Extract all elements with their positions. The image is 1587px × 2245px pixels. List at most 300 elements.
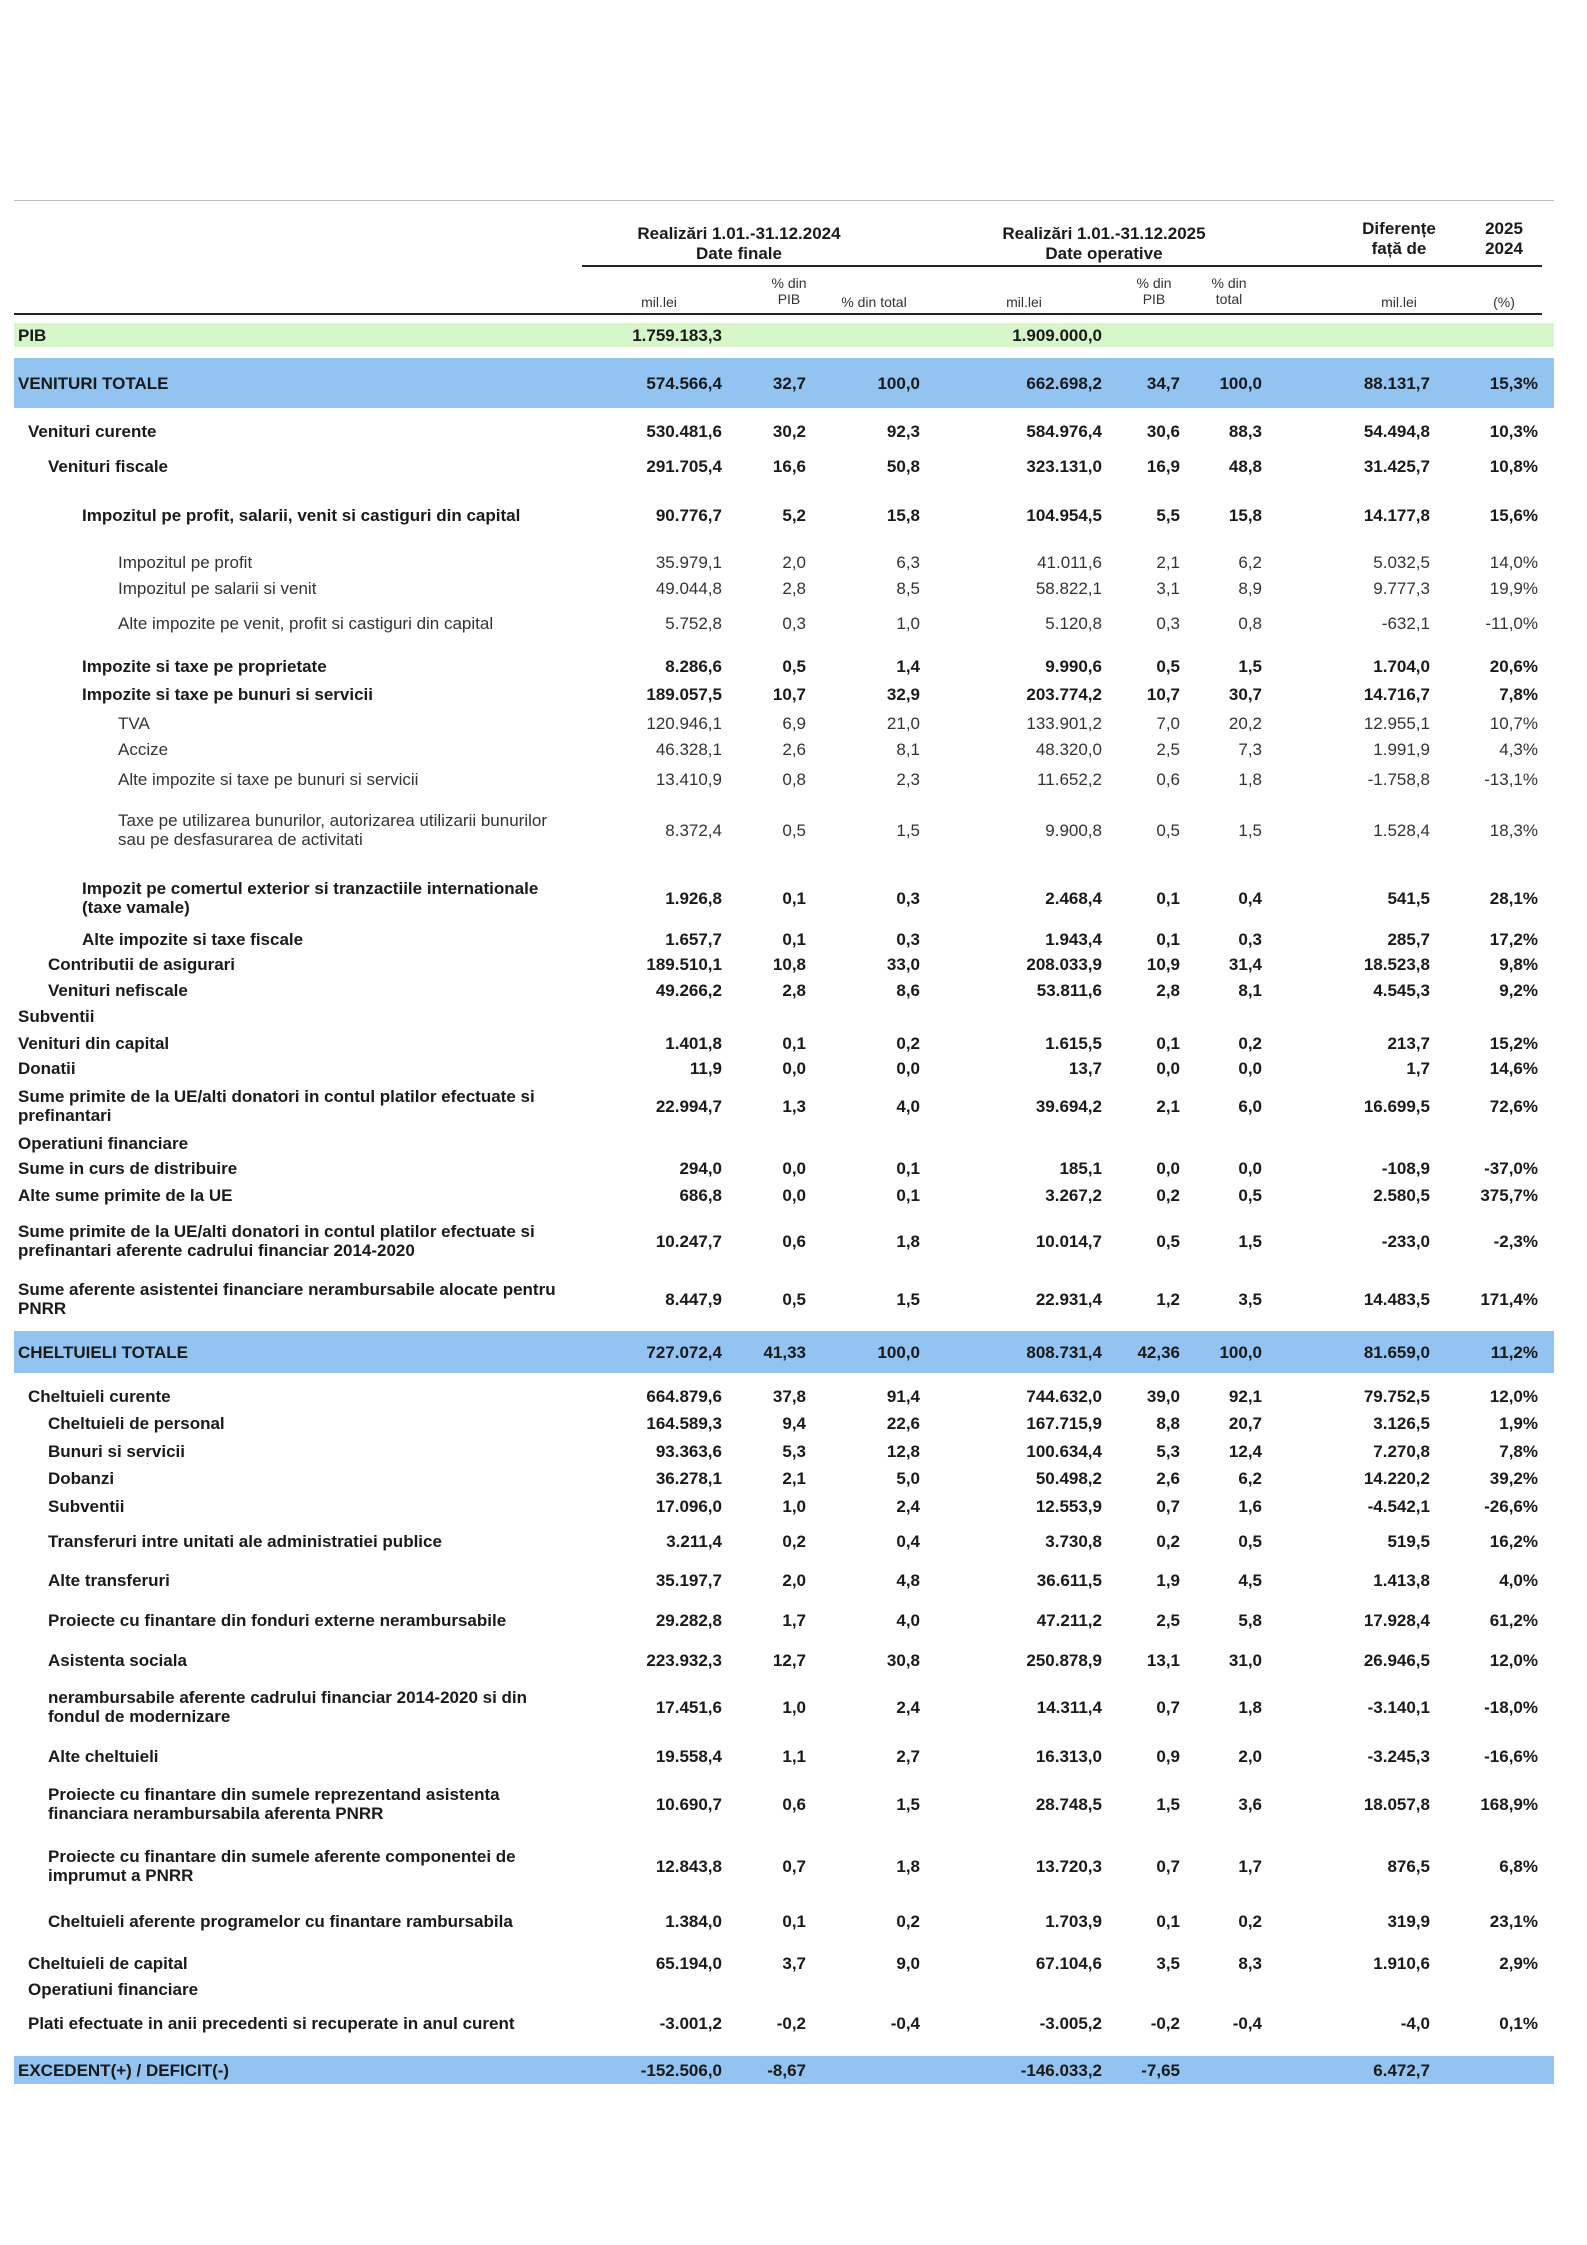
- cell-d: 22.931,4: [1035, 1290, 1102, 1309]
- cell-a: 1.657,7: [665, 930, 722, 949]
- table-row: [14, 1056, 1554, 1080]
- table-row: [14, 1439, 1554, 1463]
- cell-g: 541,5: [1387, 889, 1430, 908]
- cell-f: 88,3: [1228, 422, 1262, 441]
- row-label-text: Plati efectuate in anii precedenti si recuperate in anul curent: [28, 2013, 515, 2033]
- row-label: [82, 653, 578, 679]
- cell-c: 33,0: [886, 955, 920, 974]
- cell-e: 1,5: [1156, 1795, 1180, 1814]
- cell-b: 10,7: [772, 685, 806, 704]
- row-label: [82, 875, 578, 921]
- cell-h: -13,1%: [1484, 770, 1538, 789]
- cell-f: 6,2: [1238, 1469, 1262, 1488]
- cell-f: 0,3: [1238, 930, 1262, 949]
- cell-g: -3.140,1: [1367, 1698, 1430, 1717]
- row-label: [48, 1494, 578, 1518]
- cell-d: 14.311,4: [1036, 1698, 1102, 1717]
- row-label-text: Sume in curs de distribuire: [18, 1158, 238, 1178]
- row-label: [48, 1744, 578, 1768]
- cell-c: 9,0: [896, 1954, 920, 1973]
- cell-c: 1,0: [896, 614, 920, 633]
- cell-e: 2,5: [1156, 1611, 1180, 1630]
- cell-e: 1,2: [1156, 1290, 1180, 1309]
- cell-e: 42,36: [1137, 1343, 1180, 1362]
- cell-g: 3.126,5: [1373, 1414, 1430, 1433]
- cell-f: 0,5: [1238, 1186, 1262, 1205]
- cell-g: -4.542,1: [1367, 1497, 1430, 1516]
- cell-a: 49.044,8: [655, 579, 722, 598]
- cell-a: 10.247,7: [655, 1232, 722, 1251]
- row-label-text: Sume aferente asistentei financiare nerambursabile alocate pentru PNRR: [18, 1280, 556, 1318]
- cell-g: 88.131,7: [1363, 374, 1430, 393]
- cell-b: 1,0: [782, 1497, 806, 1516]
- table-row: [14, 737, 1554, 761]
- cell-d: 100.634,4: [1026, 1442, 1102, 1461]
- cell-a: 12.843,8: [655, 1857, 722, 1876]
- cell-f: -0,4: [1232, 2014, 1262, 2033]
- row-label-text: Alte impozite si taxe pe bunuri si servicii: [118, 769, 419, 789]
- cell-h: 375,7%: [1480, 1186, 1538, 1205]
- cell-e: 5,5: [1156, 506, 1180, 525]
- row-label-text: Sume primite de la UE/alti donatori in contul platilor efectuate si prefinantari aferente cadrului financiar 2014-2020: [18, 1222, 535, 1260]
- row-label-text: Proiecte cu finantare din fonduri externe nerambursabile: [48, 1610, 507, 1630]
- cell-c: 12,8: [886, 1442, 920, 1461]
- row-label: [118, 576, 578, 600]
- row-label: [48, 1466, 578, 1490]
- table-row: [14, 1771, 1554, 1837]
- cell-d: 58.822,1: [1035, 579, 1102, 598]
- cell-h: 6,8%: [1499, 1857, 1538, 1876]
- cell-e: 0,9: [1156, 1747, 1180, 1766]
- cell-a: 574.566,4: [646, 374, 722, 393]
- row-label: [28, 418, 578, 444]
- table-row: [14, 681, 1554, 707]
- cell-b: 2,8: [782, 981, 806, 1000]
- cell-a: 17.451,6: [655, 1698, 722, 1717]
- cell-d: 36.611,5: [1036, 1571, 1102, 1590]
- cell-h: 168,9%: [1480, 1795, 1538, 1814]
- cell-a: 5.752,8: [665, 614, 722, 633]
- cell-e: 0,2: [1156, 1532, 1180, 1551]
- cell-f: 20,7: [1228, 1414, 1262, 1433]
- cell-b: 16,6: [772, 457, 806, 476]
- cell-g: -1.758,8: [1367, 770, 1430, 789]
- cell-f: 0,4: [1238, 889, 1262, 908]
- cell-c: 1,5: [896, 1290, 920, 1309]
- table-row: [14, 550, 1554, 574]
- cell-f: 0,0: [1238, 1159, 1262, 1178]
- cell-h: 1,9%: [1499, 1414, 1538, 1433]
- cell-e: 16,9: [1146, 457, 1180, 476]
- cell-h: 15,3%: [1489, 374, 1538, 393]
- cell-h: -16,6%: [1484, 1747, 1538, 1766]
- table-row: [14, 1899, 1554, 1943]
- cell-g: -108,9: [1381, 1159, 1430, 1178]
- table-row: [14, 2056, 1554, 2084]
- cell-f: 100,0: [1219, 1343, 1262, 1362]
- cell-f: 15,8: [1228, 506, 1262, 525]
- pct-pib-2025-line1: % din: [1136, 275, 1172, 291]
- cell-a: 35.979,1: [655, 553, 722, 572]
- row-label: [28, 1951, 578, 1975]
- cell-e: 2,8: [1156, 981, 1180, 1000]
- cell-b: 2,6: [782, 740, 806, 759]
- row-label-text: TVA: [118, 713, 150, 733]
- table-row: [14, 711, 1554, 735]
- cell-g: 14.716,7: [1363, 685, 1430, 704]
- cell-h: 72,6%: [1489, 1097, 1538, 1116]
- cell-g: 26.946,5: [1363, 1651, 1430, 1670]
- table-row: [14, 1156, 1554, 1180]
- cell-d: 104.954,5: [1026, 506, 1102, 525]
- row-label: [118, 766, 578, 792]
- cell-b: 0,1: [782, 930, 806, 949]
- cell-a: 29.282,8: [655, 1611, 722, 1630]
- cell-b: 6,9: [782, 714, 806, 733]
- table-row: [14, 927, 1554, 951]
- cell-g: 14.220,2: [1363, 1469, 1430, 1488]
- table-row: [14, 1674, 1554, 1740]
- cell-b: 0,8: [782, 770, 806, 789]
- table-row: [14, 1131, 1554, 1155]
- cell-c: 0,3: [896, 889, 920, 908]
- cell-a: 1.401,8: [665, 1034, 722, 1053]
- cell-h: 12,0%: [1489, 1387, 1538, 1406]
- cell-f: 3,5: [1238, 1290, 1262, 1309]
- row-label-text: Bunuri si servicii: [48, 1441, 185, 1461]
- row-label: [82, 493, 578, 537]
- cell-e: 3,1: [1156, 579, 1180, 598]
- cell-a: 19.558,4: [655, 1747, 722, 1766]
- cell-e: 0,1: [1156, 1034, 1180, 1053]
- cell-g: -632,1: [1381, 614, 1430, 633]
- cell-d: 323.131,0: [1026, 457, 1102, 476]
- cell-d: 3.267,2: [1045, 1186, 1102, 1205]
- cell-a: 8.447,9: [665, 1290, 722, 1309]
- cell-c: 91,4: [886, 1387, 920, 1406]
- cell-f: 1,8: [1238, 1698, 1262, 1717]
- cell-a: 8.286,6: [665, 657, 722, 676]
- diff-title-line1: Diferențe: [1362, 219, 1436, 238]
- cell-g: 1.910,6: [1373, 1954, 1430, 1973]
- cell-d: 1.909.000,0: [1012, 326, 1102, 345]
- cell-c: 92,3: [886, 422, 920, 441]
- cell-d: 203.774,2: [1026, 685, 1102, 704]
- cell-e: 2,5: [1156, 740, 1180, 759]
- year-2024-label: 2024: [1485, 239, 1523, 258]
- cell-g: 14.177,8: [1363, 506, 1430, 525]
- period-2025-subtitle: Date operative: [1045, 244, 1163, 263]
- cell-a: 35.197,7: [655, 1571, 722, 1590]
- cell-h: 14,0%: [1489, 553, 1538, 572]
- table-row: [14, 358, 1554, 408]
- table-row: [14, 653, 1554, 679]
- row-label: [48, 1899, 578, 1943]
- cell-c: 100,0: [877, 1343, 920, 1362]
- cell-h: 15,6%: [1489, 506, 1538, 525]
- cell-a: 1.926,8: [665, 889, 722, 908]
- cell-b: 30,2: [772, 422, 806, 441]
- cell-g: 1.991,9: [1373, 740, 1430, 759]
- cell-h: 15,2%: [1489, 1034, 1538, 1053]
- cell-b: 5,2: [782, 506, 806, 525]
- cell-f: 1,8: [1238, 770, 1262, 789]
- cell-f: 92,1: [1228, 1387, 1262, 1406]
- cell-f: 6,0: [1238, 1097, 1262, 1116]
- cell-d: 11.652,2: [1037, 770, 1102, 789]
- row-label: [28, 2000, 578, 2046]
- pct-pib-2025-line2: PIB: [1142, 291, 1166, 307]
- cell-f: 6,2: [1238, 553, 1262, 572]
- cell-h: 20,6%: [1489, 657, 1538, 676]
- cell-g: 1,7: [1406, 1059, 1430, 1078]
- cell-d: 39.694,2: [1035, 1097, 1102, 1116]
- cell-f: 7,3: [1238, 740, 1262, 759]
- cell-h: 4,3%: [1499, 740, 1538, 759]
- cell-c: 0,4: [896, 1532, 920, 1551]
- top-divider: [14, 200, 1554, 201]
- cell-b: 0,1: [782, 1912, 806, 1931]
- cell-c: 0,2: [896, 1034, 920, 1053]
- cell-c: 0,2: [896, 1912, 920, 1931]
- cell-c: 2,7: [896, 1747, 920, 1766]
- cell-c: 0,0: [896, 1059, 920, 1078]
- cell-f: 0,2: [1238, 1034, 1262, 1053]
- cell-d: 10.014,7: [1035, 1232, 1102, 1251]
- row-label: [48, 1844, 578, 1888]
- cell-e: 2,6: [1156, 1469, 1180, 1488]
- cell-a: 11,9: [689, 1059, 722, 1078]
- cell-c: 8,5: [896, 579, 920, 598]
- row-label-text: Taxe pe utilizarea bunurilor, autorizarea utilizarii bunurilor sau pe desfasurarea de activitati: [118, 811, 548, 849]
- cell-d: 47.211,2: [1036, 1611, 1102, 1630]
- cell-h: 19,9%: [1489, 579, 1538, 598]
- table-row: [14, 1031, 1554, 1055]
- cell-d: 28.748,5: [1035, 1795, 1102, 1814]
- cell-g: 79.752,5: [1363, 1387, 1430, 1406]
- row-label-text: Venituri nefiscale: [48, 980, 188, 1000]
- cell-a: 120.946,1: [646, 714, 722, 733]
- cell-e: 0,7: [1156, 1497, 1180, 1516]
- cell-g: 2.580,5: [1373, 1186, 1430, 1205]
- cell-b: 5,3: [782, 1442, 806, 1461]
- cell-g: 4.545,3: [1373, 981, 1430, 1000]
- cell-g: 54.494,8: [1363, 422, 1430, 441]
- cell-e: 0,0: [1156, 1159, 1180, 1178]
- table-row: [14, 1208, 1554, 1274]
- cell-a: 189.057,5: [646, 685, 722, 704]
- cell-e: 10,9: [1146, 955, 1180, 974]
- cell-h: -18,0%: [1484, 1698, 1538, 1717]
- row-label: [48, 952, 578, 976]
- cell-h: -2,3%: [1493, 1232, 1538, 1251]
- row-label-text: Proiecte cu finantare din sumele reprezentand asistenta financiara nerambursabila aferenta PNRR: [48, 1785, 500, 1823]
- cell-e: 30,6: [1146, 422, 1180, 441]
- cell-b: 0,0: [782, 1186, 806, 1205]
- row-label-text: Sume primite de la UE/alti donatori in contul platilor efectuate si prefinantari: [18, 1087, 535, 1125]
- cell-h: 9,2%: [1499, 981, 1538, 1000]
- cell-a: 17.096,0: [655, 1497, 722, 1516]
- cell-d: 1.703,9: [1045, 1912, 1102, 1931]
- cell-b: 0,3: [782, 614, 806, 633]
- row-label-text: Operatiuni financiare: [28, 1979, 199, 1999]
- cell-g: -233,0: [1381, 1232, 1430, 1251]
- cell-g: 1.528,4: [1373, 821, 1430, 840]
- cell-h: -26,6%: [1484, 1497, 1538, 1516]
- cell-b: 1,1: [782, 1747, 806, 1766]
- cell-e: -7,65: [1141, 2061, 1180, 2080]
- cell-h: 28,1%: [1489, 889, 1538, 908]
- cell-f: 0,8: [1238, 614, 1262, 633]
- cell-d: 5.120,8: [1045, 614, 1102, 633]
- cell-a: 10.690,7: [655, 1795, 722, 1814]
- cell-h: 16,2%: [1489, 1532, 1538, 1551]
- cell-g: 14.483,5: [1363, 1290, 1430, 1309]
- cell-f: 0,5: [1238, 1532, 1262, 1551]
- cell-d: 9.900,8: [1045, 821, 1102, 840]
- cell-c: 15,8: [886, 506, 920, 525]
- cell-a: 1.759.183,3: [632, 326, 722, 345]
- cell-d: -3.005,2: [1039, 2014, 1102, 2033]
- row-label-text: Alte sume primite de la UE: [18, 1185, 233, 1205]
- cell-c: 8,6: [896, 981, 920, 1000]
- row-label: [48, 1674, 578, 1740]
- cell-h: 10,7%: [1489, 714, 1538, 733]
- row-label-text: Cheltuieli de personal: [48, 1413, 225, 1433]
- cell-e: 2,1: [1156, 553, 1180, 572]
- row-label: [18, 1131, 578, 1155]
- cell-b: 2,0: [782, 1571, 806, 1590]
- cell-a: 1.384,0: [665, 1912, 722, 1931]
- cell-d: 208.033,9: [1026, 955, 1102, 974]
- table-row: [14, 1466, 1554, 1490]
- row-label-text: Proiecte cu finantare din sumele aferente componentei de imprumut a PNRR: [48, 1847, 516, 1885]
- cell-h: 7,8%: [1499, 685, 1538, 704]
- row-label-text: Venituri curente: [28, 421, 157, 441]
- row-label: [118, 601, 578, 645]
- cell-h: 4,0%: [1499, 1571, 1538, 1590]
- mil-lei-2024: mil.lei: [641, 294, 677, 310]
- cell-d: 1.615,5: [1045, 1034, 1102, 1053]
- table-row: [14, 1384, 1554, 1408]
- row-label-text: Alte transferuri: [48, 1570, 170, 1590]
- row-label: [118, 550, 578, 574]
- row-label: [48, 1598, 578, 1642]
- year-2025-label: 2025: [1485, 219, 1523, 238]
- cell-c: 0,1: [896, 1159, 920, 1178]
- cell-h: 10,8%: [1489, 457, 1538, 476]
- row-label-text: Cheltuieli aferente programelor cu finantare rambursabila: [48, 1911, 513, 1931]
- period-2024-subtitle: Date finale: [696, 244, 782, 263]
- row-label: [48, 978, 578, 1002]
- pct-total-2025-line1: % din: [1211, 275, 1247, 291]
- row-label-text: Subventii: [18, 1006, 95, 1026]
- cell-b: 0,5: [782, 821, 806, 840]
- cell-a: 93.363,6: [655, 1442, 722, 1461]
- row-label-text: Transferuri intre unitati ale administratiei publice: [48, 1531, 442, 1551]
- cell-e: 3,5: [1156, 1954, 1180, 1973]
- table-row: [14, 1004, 1554, 1028]
- row-label-text: Subventii: [48, 1496, 125, 1516]
- cell-g: 1.413,8: [1373, 1571, 1430, 1590]
- cell-b: 3,7: [782, 1954, 806, 1973]
- cell-c: 2,4: [896, 1497, 920, 1516]
- cell-f: 3,6: [1238, 1795, 1262, 1814]
- cell-b: 1,0: [782, 1698, 806, 1717]
- row-label-text: EXCEDENT(+) / DEFICIT(-): [18, 2060, 230, 2080]
- row-label-text: Accize: [118, 739, 169, 759]
- row-label: [18, 323, 578, 347]
- cell-a: 294,0: [679, 1159, 722, 1178]
- cell-c: 1,5: [896, 821, 920, 840]
- row-label-text: VENITURI TOTALE: [18, 373, 169, 393]
- cell-f: 1,5: [1238, 657, 1262, 676]
- row-label-text: Contributii de asigurari: [48, 954, 236, 974]
- cell-c: 32,9: [886, 685, 920, 704]
- cell-d: 50.498,2: [1035, 1469, 1102, 1488]
- cell-d: 48.320,0: [1035, 740, 1102, 759]
- cell-g: -4,0: [1400, 2014, 1430, 2033]
- row-label: [48, 1568, 578, 1592]
- cell-e: 0,7: [1156, 1857, 1180, 1876]
- cell-a: 686,8: [679, 1186, 722, 1205]
- row-label-text: Cheltuieli curente: [28, 1386, 171, 1406]
- cell-e: 5,3: [1156, 1442, 1180, 1461]
- cell-g: 213,7: [1387, 1034, 1430, 1053]
- row-label: [48, 453, 578, 479]
- cell-d: 12.553,9: [1035, 1497, 1102, 1516]
- cell-d: 3.730,8: [1045, 1532, 1102, 1551]
- cell-a: 90.776,7: [655, 506, 722, 525]
- cell-c: 2,4: [896, 1698, 920, 1717]
- cell-g: 876,5: [1387, 1857, 1430, 1876]
- cell-b: -8,67: [767, 2061, 806, 2080]
- table-row: [14, 1951, 1554, 1975]
- row-label-text: Venituri din capital: [18, 1033, 170, 1053]
- table-row: [14, 1978, 1554, 2000]
- cell-e: 13,1: [1146, 1651, 1180, 1670]
- cell-f: 1,7: [1238, 1857, 1262, 1876]
- cell-h: -37,0%: [1484, 1159, 1538, 1178]
- cell-b: 10,8: [772, 955, 806, 974]
- row-label-text: Operatiuni financiare: [18, 1133, 189, 1153]
- cell-c: -0,4: [890, 2014, 920, 2033]
- cell-b: 12,7: [772, 1651, 806, 1670]
- cell-a: 13.410,9: [655, 770, 722, 789]
- table-row: [14, 601, 1554, 645]
- cell-b: 0,0: [782, 1059, 806, 1078]
- cell-a: 49.266,2: [655, 981, 722, 1000]
- row-label: [18, 1276, 578, 1322]
- cell-f: 48,8: [1228, 457, 1262, 476]
- cell-a: 3.211,4: [666, 1532, 722, 1551]
- table-row: [14, 1598, 1554, 1642]
- cell-c: 4,0: [896, 1097, 920, 1116]
- row-label: [18, 1083, 578, 1129]
- cell-e: 0,6: [1156, 770, 1180, 789]
- cell-f: 30,7: [1228, 685, 1262, 704]
- cell-c: 5,0: [896, 1469, 920, 1488]
- cell-d: 13.720,3: [1035, 1857, 1102, 1876]
- row-label-text: Impozitul pe profit: [118, 552, 253, 572]
- period-2025-title: Realizări 1.01.-31.12.2025: [1002, 224, 1206, 243]
- cell-d: 53.811,6: [1036, 981, 1102, 1000]
- cell-d: 67.104,6: [1035, 1954, 1102, 1973]
- cell-b: 2,8: [782, 579, 806, 598]
- cell-d: 2.468,4: [1045, 889, 1102, 908]
- cell-a: 664.879,6: [646, 1387, 722, 1406]
- cell-c: 4,8: [896, 1571, 920, 1590]
